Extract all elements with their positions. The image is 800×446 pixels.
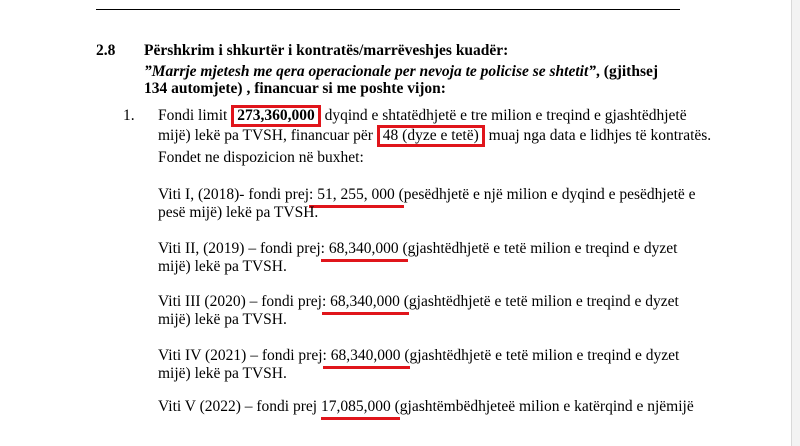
item-number: 1.	[123, 107, 135, 124]
year-row	[158, 240, 677, 258]
year-row-continued: pesë mijë) lekë pa TVSH.	[158, 204, 319, 221]
year-amount: 17,085,000 (	[321, 398, 400, 420]
year-amount-words: gjashtëmbëdhjeteë milion e katërqind e njëmijë	[399, 398, 694, 415]
fund-limit-line	[158, 107, 687, 125]
duration-tail: muaj nga data e lidhjes të kontratës.	[484, 127, 712, 144]
year-label: Viti IV (2021) – fondi prej	[158, 347, 323, 364]
year-row-continued: mijë) lekë pa TVSH.	[158, 311, 287, 328]
year-row	[158, 186, 696, 204]
fund-limit-amount: 273,360,000	[231, 105, 321, 127]
contract-title-line	[144, 63, 658, 81]
contract-title-tail: , (gjithsej	[596, 63, 659, 80]
year-amount: : 68,340,000 (	[322, 293, 409, 315]
contract-duration: 48 (dyze e tetë)	[377, 125, 485, 147]
vehicle-count: 134 automjete)	[144, 80, 243, 97]
year-amount: : 51, 255, 000 (	[309, 186, 404, 208]
funds-label: Fondet ne dispozicion në buxhet:	[158, 149, 364, 166]
year-amount-words: gjashtëdhjetë e tetë milion e treqind e dyzet	[408, 293, 679, 310]
financing-intro: , financuar si me poshte vijon:	[242, 80, 446, 97]
year-row	[158, 347, 679, 365]
fund-limit-label: Fondi limit	[158, 107, 232, 124]
duration-line	[158, 127, 711, 145]
year-label: Viti I, (2018)- fondi prej	[158, 186, 310, 203]
year-row-continued: mijë) lekë pa TVSH.	[158, 258, 287, 275]
year-label: Viti V (2022) – fondi prej	[158, 398, 321, 415]
header-rule	[96, 9, 680, 10]
year-row	[158, 398, 694, 416]
year-amount-words: pesëdhjetë e një milion e dyqind e pesëdhjetë e	[403, 186, 696, 203]
year-row	[158, 293, 679, 311]
contract-title: ”Marrje mjetesh me qera operacionale per nevoja te policise se shtetit”	[144, 63, 597, 80]
year-amount-words: gjashtëdhjetë e tetë milion e treqind e dyzet	[407, 240, 678, 257]
page-edge-line	[791, 0, 792, 446]
year-label: Viti II, (2019) – fondi prej	[158, 240, 321, 257]
year-amount: : 68,340,000 (	[323, 347, 410, 369]
vehicles-line	[144, 80, 446, 98]
fund-limit-words: dyqind e shtatëdhjetë e tre milion e treqind e gjashtëdhjetë	[320, 107, 687, 124]
year-amount-words: gjashtëdhjetë e tetë milion e treqind e dyzet	[409, 347, 680, 364]
year-label: Viti III (2020) – fondi prej	[158, 293, 322, 310]
vat-note: mijë) lekë pa TVSH, financuar për	[158, 127, 377, 144]
page-margin	[792, 0, 800, 446]
year-amount: : 68,340,000 (	[321, 240, 408, 262]
year-row-continued: mijë) lekë pa TVSH.	[158, 365, 287, 382]
section-heading: Përshkrim i shkurtër i kontratës/marrëveshjes kuadër:	[144, 42, 509, 59]
section-number: 2.8	[96, 42, 116, 59]
